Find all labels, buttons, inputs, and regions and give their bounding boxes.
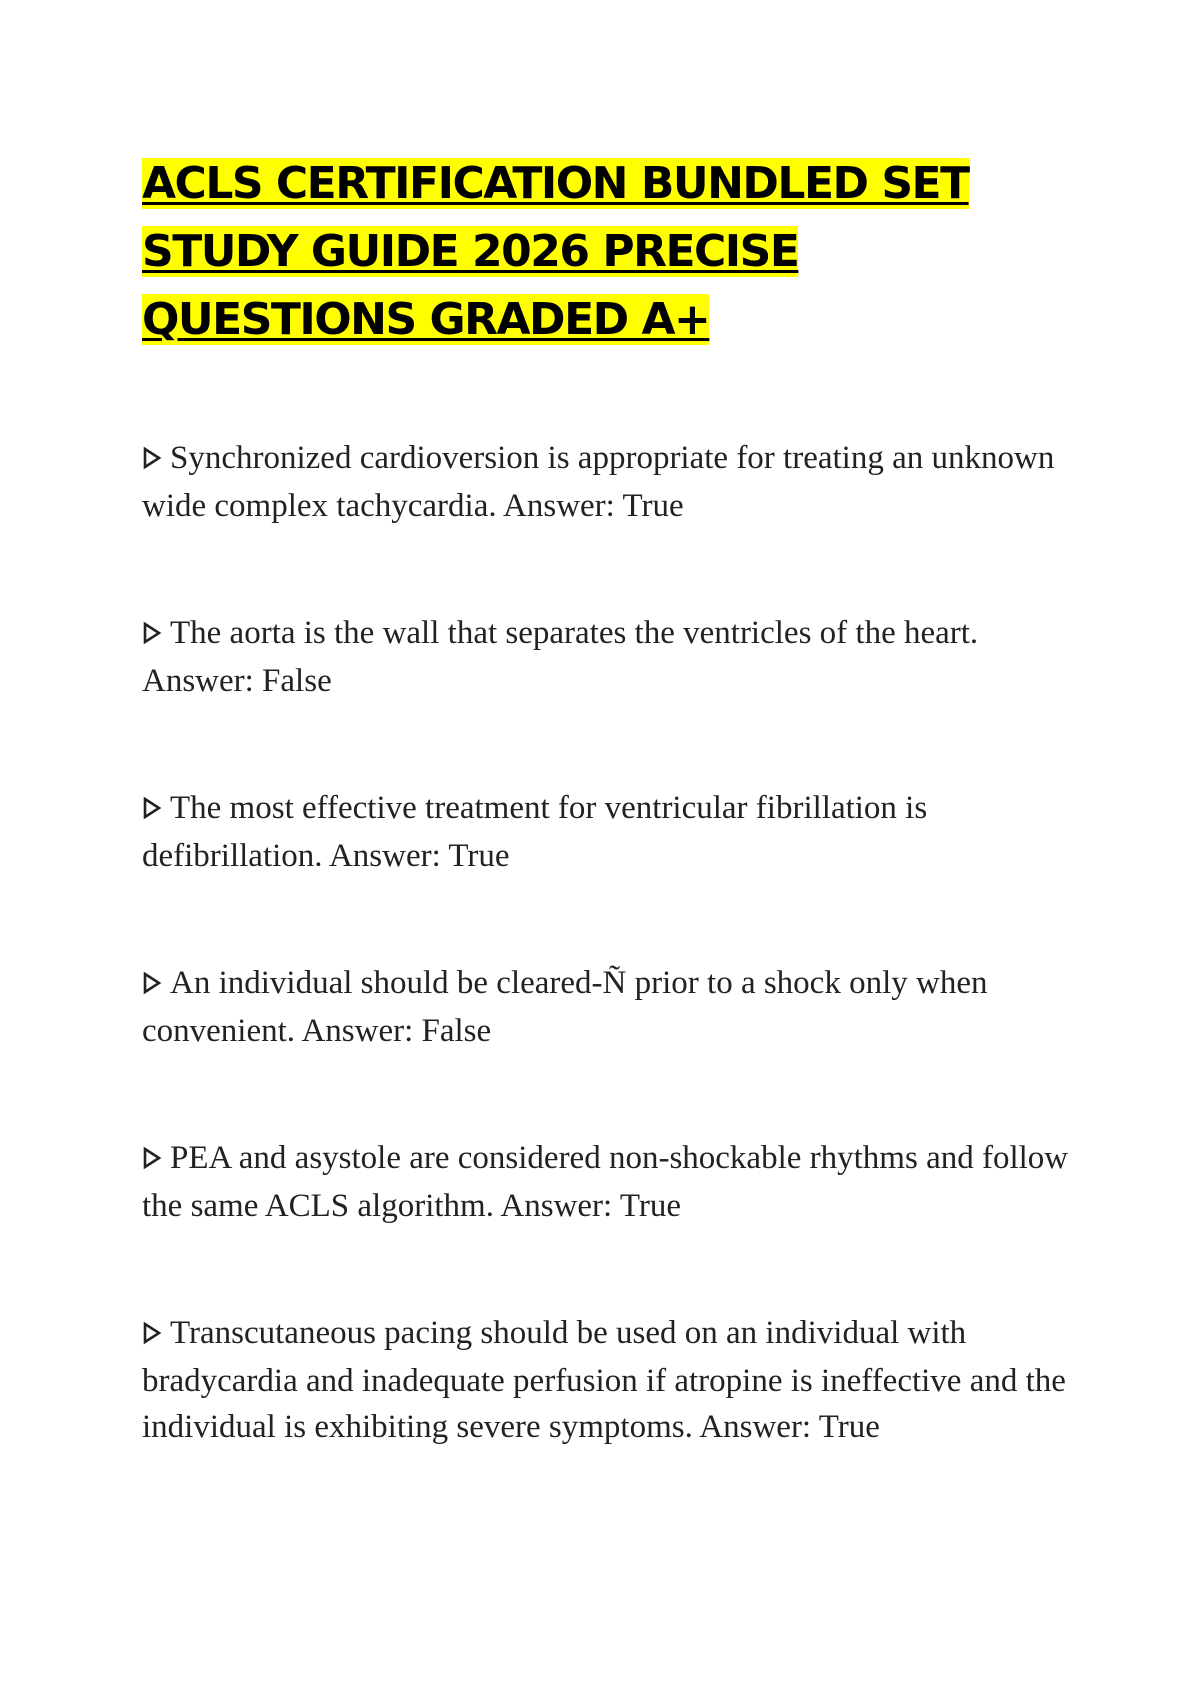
question-text: An individual should be cleared-Ñ prior to a shock only when convenient. Answer: False	[142, 965, 988, 1049]
question-text: The most effective treatment for ventricular fibrillation is defibrillation. Answer: True	[142, 790, 928, 874]
list-item	[142, 435, 1072, 529]
triangle-right-outline-icon	[142, 612, 162, 658]
triangle-right-outline-icon	[142, 787, 162, 833]
list-item	[142, 610, 1072, 704]
list-item	[142, 960, 1072, 1054]
list-item	[142, 785, 1072, 879]
question-text: Transcutaneous pacing should be used on an individual with bradycardia and inadequate perfusion if atropine is ineffective and the individual is exhibiting severe symptoms. Answer: True	[142, 1315, 1066, 1445]
list-item	[142, 1135, 1072, 1229]
triangle-right-outline-icon	[142, 437, 162, 483]
question-text: PEA and asystole are considered non-shockable rhythms and follow the same ACLS algorithm. Answer: True	[142, 1140, 1069, 1224]
document-title-text: ACLS CERTIFICATION BUNDLED SET STUDY GUIDE 2026 PRECISE QUESTIONS GRADED A+	[142, 158, 969, 345]
document-title	[142, 150, 1082, 354]
triangle-right-outline-icon	[142, 1312, 162, 1358]
list-item	[142, 1310, 1072, 1450]
question-list	[142, 435, 1072, 1531]
question-text: Synchronized cardioversion is appropriate for treating an unknown wide complex tachycardia. Answer: True	[142, 440, 1055, 524]
question-text: The aorta is the wall that separates the ventricles of the heart. Answer: False	[142, 615, 979, 699]
triangle-right-outline-icon	[142, 1137, 162, 1183]
triangle-right-outline-icon	[142, 962, 162, 1008]
